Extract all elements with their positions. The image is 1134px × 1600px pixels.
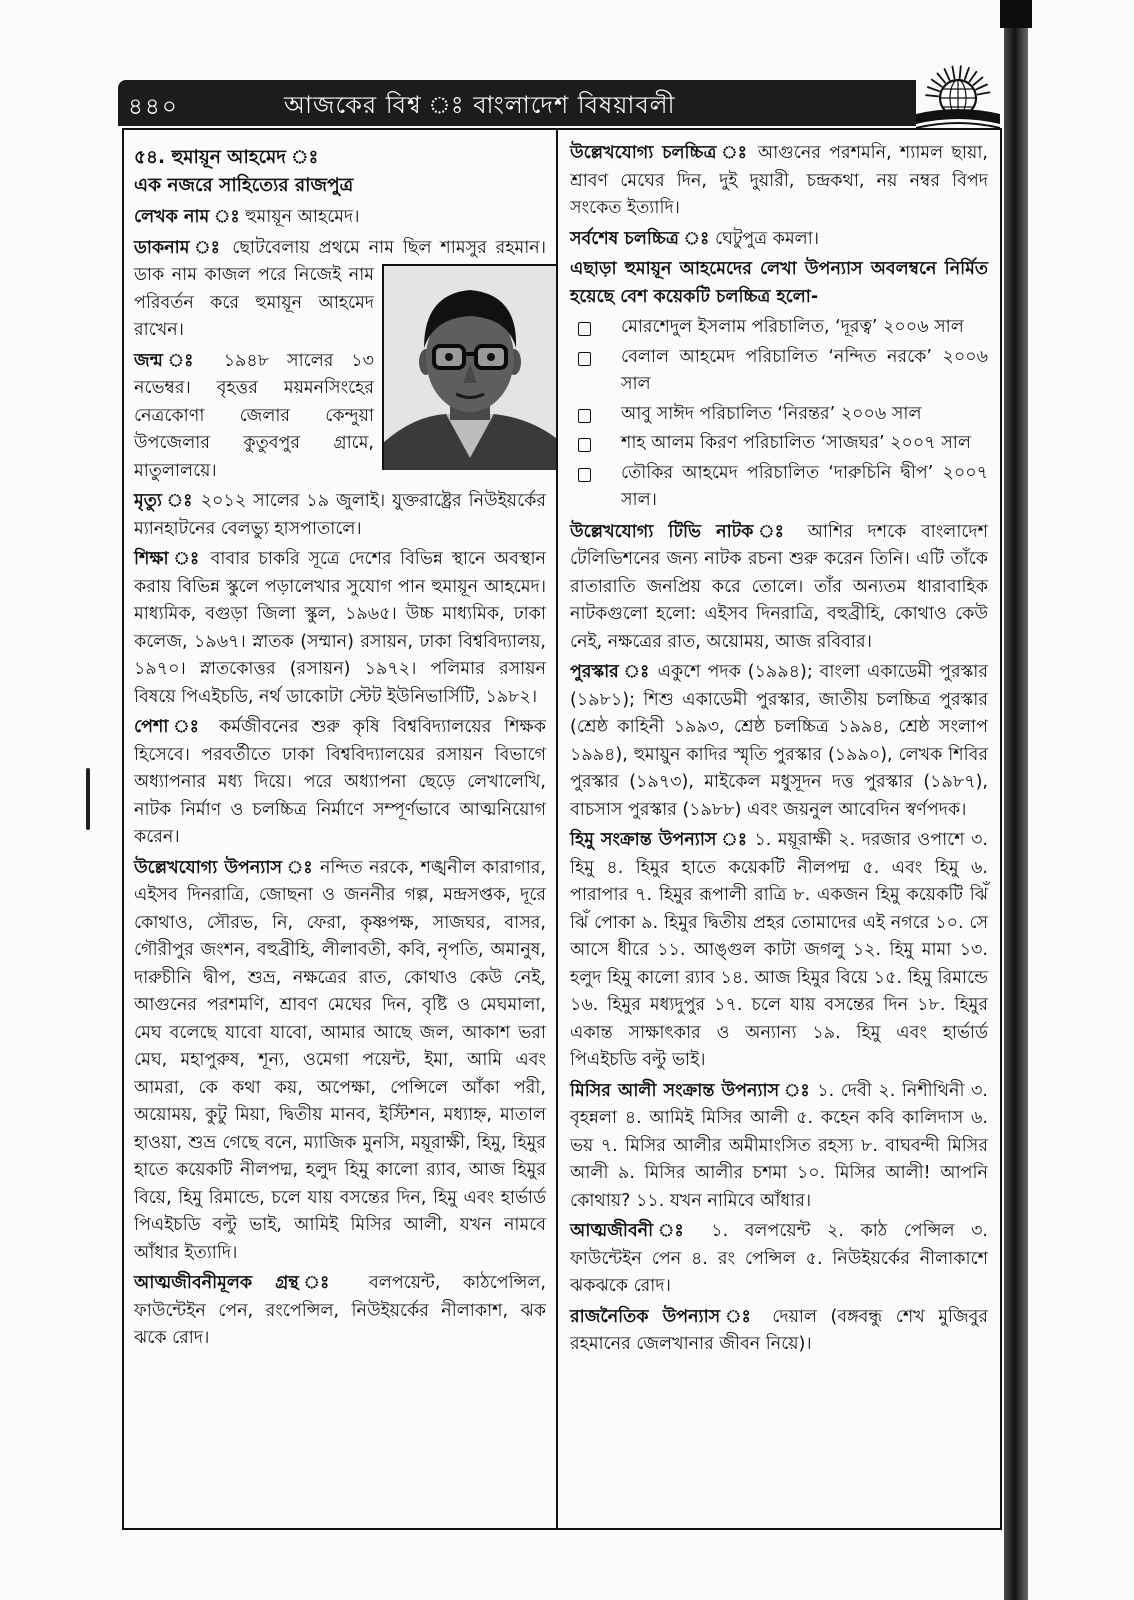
notable-novels-section xyxy=(134,855,546,1268)
education-text: বাবার চাকরি সূত্রে দেশের বিভিন্ন স্থানে অবস্থান করায় বিভিন্ন স্কুলে পড়ালেখার সুযোগ পান হুমায়ূন আহমেদ। মাধ্যমিক, বগুড়া জিলা স্কুল, ১৯৬৫। উচ্চ মাধ্যমিক, ঢাকা কলেজ, ১৯৬৭। স্নাতক (সম্মান) রসায়ন, ঢাকা বিশ্ববিদ্যালয়, ১৯৭০। স্নাতকোত্তর (রসায়ন) ১৯৭২। পলিমার রসায়ন বিষয়ে পিএইচডি, নর্থ ডাকোটা স্টেট ইউনিভার্সিটি, ১৯৮২। xyxy=(134,549,546,707)
author-name-section xyxy=(134,204,546,232)
page-binding-edge xyxy=(1004,0,1028,1600)
checkbox-bullet-icon xyxy=(578,409,591,423)
list-item xyxy=(570,460,988,515)
notable-films-label: উল্লেখযোগ্য চলচ্চিত্র ঃ xyxy=(570,143,750,163)
list-item xyxy=(570,314,988,342)
autobiographical-books-section xyxy=(134,1270,546,1353)
himu-novels-label: হিমু সংক্রান্ত উপন্যাস ঃ xyxy=(570,830,748,850)
political-novel-label: রাজনৈতিক উপন্যাস ঃ xyxy=(570,1306,759,1327)
latest-film-section xyxy=(570,226,988,254)
book-logo-icon xyxy=(912,56,1004,132)
profession-section xyxy=(134,714,546,852)
article-heading: ৫৪. হুমায়ূন আহমেদ ঃ xyxy=(134,147,319,168)
misir-ali-novels-text: ১. দেবী ২. নিশীথিনী ৩. বৃহন্নলা ৪. আমিই মিসির আলী ৫. কহেন কবি কালিদাস ৬. ভয় ৭. মিসির আলীর অমীমাংসিত রহস্য ৮. বাঘবন্দী মিসির আলী ৯. মিসির আলীর চশমা ১০. মিসির আলী! আপনি কোথায়? ১১. যখন নামিবে আঁধার। xyxy=(570,1080,988,1211)
page-number: ৪৪০ xyxy=(128,94,179,120)
notable-novels-text: নন্দিত নরকে, শঙ্খনীল কারাগার, এইসব দিনরাত্রি, জোছনা ও জননীর গল্প, মন্দ্রসপ্তক, দূরে কোথাও, সৌরভ, নি, ফেরা, কৃষ্ণপক্ষ, সাজঘর, বাসর, গৌরীপুর জংশন, বহুব্রীহি, লীলাবতী, কবি, নৃপতি, অমানুষ, দারুচীনি দ্বীপ, শুভ্র, নক্ষত্রের রাত, কোথাও কেউ নেই, আগুনের পরশমণি, শ্রাবণ মেঘের দিন, বৃষ্টি ও মেঘমালা, মেঘ বলেছে যাবো যাবো, আমার আছে জল, আকাশ ভরা মেঘ, মহাপুরুষ, শূন্য, ওমেগা পয়েন্ট, ইমা, আমি এবং আমরা, কে কথা কয়, অপেক্ষা, পেন্সিলে আঁকা পরী, অয়োময়, কুটু মিয়া, দ্বিতীয় মানব, ইস্টিশন, মধ্যাহ্ন, মাতাল হাওয়া, শুভ্র গেছে বনে, ম্যাজিক মুনসি, ময়ূরাক্ষী, হিমু, হিমুর হাতে কয়েকটি নীলপদ্ম, হলুদ হিমু কালো র‍্যাব, আজ হিমুর বিয়ে, হিমু রিমান্ডে, চলে যায় বসন্তের দিন, হিমু এবং হার্ভার্ড পিএইচডি বল্টু ভাই, আমিই মিসির আলী, যখন নামবে আঁধার ইত্যাদি। xyxy=(134,857,546,1263)
adapted-films-list xyxy=(570,314,988,515)
notable-films-section xyxy=(570,140,988,223)
tv-dramas-section xyxy=(570,519,988,657)
checkbox-bullet-icon xyxy=(578,438,591,452)
autobiography-section xyxy=(570,1218,988,1301)
book-title: আজকের বিশ্ব ঃ বাংলাদেশ বিষয়াবলী xyxy=(284,91,676,119)
profession-label: পেশা ঃ xyxy=(134,717,207,737)
awards-section xyxy=(570,659,988,824)
latest-film-text: ঘেটুপুত্র কমলা। xyxy=(714,228,820,249)
death-section xyxy=(134,488,546,543)
right-column xyxy=(558,130,1000,1528)
list-item xyxy=(570,344,988,399)
scan-mark xyxy=(86,768,90,830)
adapted-film-text: আবু সাঈদ পরিচালিত ‘নিরন্তর’ ২০০৬ সাল xyxy=(621,403,922,424)
adapted-film-text: শাহ আলম কিরণ পরিচালিত ‘সাজঘর’ ২০০৭ সাল xyxy=(621,433,971,453)
adapted-film-text: বেলাল আহমেদ পরিচালিত ‘নন্দিত নরকে’ ২০০৬ সাল xyxy=(621,346,988,394)
author-name-text: হুমায়ূন আহমেদ। xyxy=(245,207,360,227)
nickname-label: ডাকনাম ঃ xyxy=(134,237,224,258)
awards-text: একুশে পদক (১৯৯৪); বাংলা একাডেমী পুরস্কার (১৯৮১); শিশু একাডেমী পুরস্কার, জাতীয় চলচ্চিত্র পুরস্কার (শ্রেষ্ঠ কাহিনী ১৯৯৩, শ্রেষ্ঠ চলচ্চিত্র ১৯৯৪, শ্রেষ্ঠ সংলাপ ১৯৯৪), হুমায়ুন কাদির স্মৃতি পুরস্কার (১৯৯০), লেখক শিবির পুরস্কার (১৯৭৩), মাইকেল মধুসূদন দত্ত পুরস্কার (১৯৮৭), বাচসাস পুরস্কার (১৯৮৮) এবং জয়নুল আবেদিন স্বর্ণপদক। xyxy=(570,662,988,820)
education-label: শিক্ষা ঃ xyxy=(134,549,203,569)
notable-novels-label: উল্লেখযোগ্য উপন্যাস ঃ xyxy=(134,857,314,878)
adapted-film-text: মোরশেদুল ইসলাম পরিচালিত, ‘দূরত্ব’ ২০০৬ সাল xyxy=(621,317,964,337)
adapted-film-text: তৌকির আহমেদ পরিচালিত ‘দারুচিনি দ্বীপ’ ২০০৭ সাল। xyxy=(621,462,988,510)
misir-ali-novels-section xyxy=(570,1078,988,1216)
birth-text: ১৯৪৮ সালের ১৩ নভেম্বর। বৃহত্তর ময়মনসিংহের নেত্রকোণা জেলার কেন্দুয়া উপজেলার কুতুবপুর গ্রামে, মাতুলালয়ে। xyxy=(134,350,374,481)
content-frame xyxy=(122,128,1002,1530)
death-text: ২০১২ সালের ১৯ জুলাই। যুক্তরাষ্ট্রের নিউইয়র্কের ম্যানহাটনের বেলভ্যু হাসপাতালে। xyxy=(134,491,546,539)
page-binding-corner xyxy=(1000,0,1032,28)
article-subheading: এক নজরে সাহিত্যের রাজপুত্র xyxy=(134,175,354,196)
death-label: মৃত্যু ঃ xyxy=(134,491,194,511)
left-column xyxy=(124,130,556,1528)
political-novel-text: দেয়াল (বঙ্গবন্ধু শেখ মুজিবুর রহমানের জেলখানার জীবন নিয়ে)। xyxy=(570,1306,988,1354)
nickname-text: ছোটবেলায় প্রথমে নাম ছিল শামসুর রহমান। ডাক নাম কাজল পরে নিজেই নাম পরিবর্তন করে হুমায়ূন আহমেদ রাখেন। xyxy=(134,237,546,340)
political-novel-section xyxy=(570,1304,988,1359)
checkbox-bullet-icon xyxy=(578,468,591,482)
education-section xyxy=(134,546,546,711)
tv-dramas-text: আশির দশকে বাংলাদেশ টেলিভিশনের জন্য নাটক রচনা শুরু করেন তিনি। এটি তাঁকে রাতারাতি জনপ্রিয় করে তোলে। তাঁর অন্যতম ধারাবাহিক নাটকগুলো হলো: এইসব দিনরাত্রি, বহুব্রীহি, কোথাও কেউ নেই, নক্ষত্রের রাত, অয়োময়, আজ রবিবার। xyxy=(570,521,988,652)
awards-label: পুরস্কার ঃ xyxy=(570,662,651,682)
notable-films-text: আগুনের পরশমনি, শ্যামল ছায়া, শ্রাবণ মেঘের দিন, দুই দুয়ারী, চন্দ্রকথা, নয় নম্বর বিপদ সংকেত ইত্যাদি। xyxy=(570,143,988,218)
tv-dramas-label: উল্লেখযোগ্য টিভি নাটক ঃ xyxy=(570,521,793,542)
profession-text: কর্মজীবনের শুরু কৃষি বিশ্ববিদ্যালয়ের শিক্ষক হিসেবে। পরবর্তীতে ঢাকা বিশ্ববিদ্যালয়ের রসায়ন বিভাগে অধ্যাপনার মধ্য দিয়ে। পরে অধ্যাপনা ছেড়ে লেখালেখি, নাটক নির্মাণ ও চলচ্চিত্র নির্মাণে সম্পূর্ণভাবে আত্মনিয়োগ করেন। xyxy=(134,717,546,847)
latest-film-label: সর্বশেষ চলচ্চিত্র ঃ xyxy=(570,228,710,249)
autobiography-text: ১. বলপয়েন্ট ২. কাঠ পেন্সিল ৩. ফাউন্টেইন পেন ৪. রং পেন্সিল ৫. নিউইয়র্কের নীলাকাশে ঝকঝকে রোদ। xyxy=(570,1221,988,1296)
autobiographical-books-label: আত্মজীবনীমূলক গ্রন্থ ঃ xyxy=(134,1273,347,1293)
misir-ali-novels-label: মিসির আলী সংক্রান্ত উপন্যাস ঃ xyxy=(570,1080,811,1101)
himu-novels-section xyxy=(570,827,988,1075)
list-item xyxy=(570,430,988,458)
author-portrait xyxy=(382,264,556,470)
list-item xyxy=(570,401,988,429)
author-name-label: লেখক নাম ঃ xyxy=(134,207,240,227)
running-header xyxy=(118,80,916,126)
adapted-films-intro: এছাড়া হুমায়ূন আহমেদের লেখা উপন্যাস অবলম্বনে নির্মিত হয়েছে বেশ কয়েকটি চলচ্চিত্র হলো- xyxy=(570,259,988,307)
checkbox-bullet-icon xyxy=(578,322,591,336)
autobiographical-books-text: বলপয়েন্ট, কাঠপেন্সিল, ফাউন্টেইন পেন, রংপেন্সিল, নিউইয়র্কের নীলাকাশ, ঝক ঝকে রোদ। xyxy=(134,1273,546,1348)
checkbox-bullet-icon xyxy=(578,352,591,366)
birth-label: জন্ম ঃ xyxy=(134,350,206,371)
himu-novels-text: ১. ময়ূরাক্ষী ২. দরজার ওপাশে ৩. হিমু ৪. হিমুর হাতে কয়েকটি নীলপদ্ম ৫. এবং হিমু ৬. পারাপার ৭. হিমুর রূপালী রাত্রি ৮. একজন হিমু কয়েকটি ঝিঁ ঝিঁ পোকা ৯. হিমুর দ্বিতীয় প্রহর তোমাদের এই নগরে ১০. সে আসে ধীরে ১১. আঙ্গুল কাটা জগলু ১২. হিমু মামা ১৩. হলুদ হিমু কালো র‍্যাব ১৪. আজ হিমুর বিয়ে ১৫. হিমু রিমান্ডে ১৬. হিমুর মধ্যদুপুর ১৭. চলে যায় বসন্তের দিন ১৮. হিমুর একান্ত সাক্ষাৎকার ও অন্যান্য ১৯. হিমু এবং হার্ভার্ড পিএইচডি বল্টু ভাই। xyxy=(570,830,988,1070)
autobiography-label: আত্মজীবনী ঃ xyxy=(570,1221,695,1241)
